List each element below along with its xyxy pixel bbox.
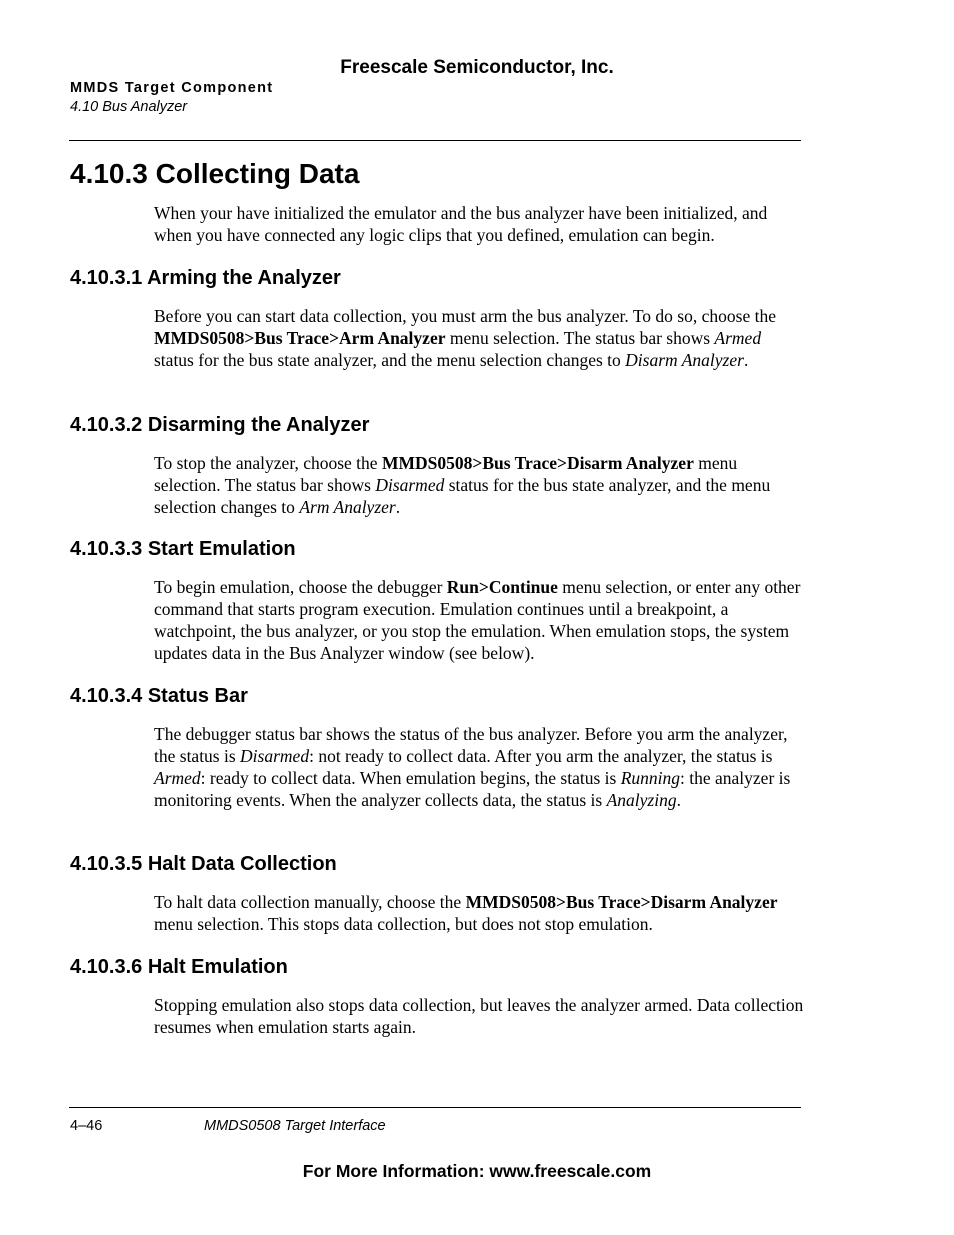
subsection-body-halt-data	[154, 891, 804, 935]
emphasis-text: Disarm Analyzer	[625, 350, 744, 370]
emphasis-text: Disarmed	[240, 746, 310, 766]
section-title: 4.10.3 Collecting Data	[70, 158, 360, 189]
emphasis-text: Running	[620, 768, 681, 788]
body-text: status for the bus state analyzer, and the menu selection changes to	[154, 475, 771, 517]
body-text: : not ready to collect data. After you arm the analyzer, the status is	[309, 746, 773, 766]
body-text: To halt data collection manually, choose the	[154, 892, 466, 912]
body-text: : the analyzer is monitoring events. When the analyzer collects data, the status is	[154, 768, 791, 810]
body-text: menu selection, or enter any other command that starts program execution. Emulation continues until a breakpoint, a watchpoint, the bus analyzer, or you stop the emulation. When emulation stops, the system updates data in the Bus Analyzer window (see below).	[154, 577, 801, 663]
subsection-body-halt-emulation	[154, 994, 804, 1038]
emphasis-text: Analyzing	[606, 790, 677, 810]
body-text: .	[395, 497, 401, 517]
subsection-title-disarming: 4.10.3.2 Disarming the Analyzer	[70, 414, 370, 436]
subsection-title-arming: 4.10.3.1 Arming the Analyzer	[70, 267, 341, 289]
body-text: .	[676, 790, 681, 810]
running-header-title: MMDS Target Component	[70, 80, 274, 96]
menu-path-text: Run>Continue	[446, 577, 558, 597]
emphasis-text: Disarmed	[375, 475, 445, 495]
body-text: Stopping emulation also stops data collection, but leaves the analyzer armed. Data collection resumes when emulation starts again.	[154, 995, 804, 1037]
body-text: menu selection. The status bar shows	[154, 453, 738, 495]
menu-path-text: MMDS0508>Bus Trace>Arm Analyzer	[154, 328, 446, 348]
body-text: The debugger status bar shows the status of the bus analyzer. Before you arm the analyzer, the status is	[154, 724, 788, 766]
body-text: : ready to collect data. When emulation begins, the status is	[200, 768, 621, 788]
menu-path-text: MMDS0508>Bus Trace>Disarm Analyzer	[465, 892, 778, 912]
body-text: Before you can start data collection, you must arm the bus analyzer. To do so, choose the	[154, 306, 776, 326]
subsection-body-disarming	[154, 452, 804, 518]
body-text: To stop the analyzer, choose the	[154, 453, 382, 473]
subsection-body-arming	[154, 305, 804, 371]
emphasis-text: Armed	[154, 768, 201, 788]
body-text: .	[743, 350, 749, 370]
body-text: To begin emulation, choose the debugger	[154, 577, 447, 597]
body-text: status for the bus state analyzer, and the menu selection changes to	[154, 350, 626, 370]
subsection-title-halt-data: 4.10.3.5 Halt Data Collection	[70, 853, 337, 875]
footer-page-number: 4–46	[70, 1118, 103, 1134]
subsection-body-start-emulation	[154, 576, 804, 664]
emphasis-text: Armed	[714, 328, 762, 348]
subsection-title-status-bar: 4.10.3.4 Status Bar	[70, 685, 248, 707]
subsection-title-halt-emulation: 4.10.3.6 Halt Emulation	[70, 956, 288, 978]
section-intro	[154, 202, 804, 246]
top-banner: Freescale Semiconductor, Inc.	[340, 57, 614, 78]
menu-path-text: MMDS0508>Bus Trace>Disarm Analyzer	[381, 453, 694, 473]
subsection-title-start-emulation: 4.10.3.3 Start Emulation	[70, 538, 296, 560]
footer-rule	[69, 1107, 801, 1108]
body-text: When your have initialized the emulator and the bus analyzer have been initialized, and when you have connected any logic clips that you defined, emulation can begin.	[154, 203, 768, 245]
emphasis-text: Arm Analyzer	[299, 497, 396, 517]
header-rule	[69, 140, 801, 141]
subsection-body-status-bar	[154, 723, 804, 811]
running-header-subtitle: 4.10 Bus Analyzer	[70, 99, 188, 115]
body-text: menu selection. This stops data collection, but does not stop emulation.	[154, 914, 653, 934]
body-text: menu selection. The status bar shows	[445, 328, 715, 348]
bottom-banner: For More Information: www.freescale.com	[302, 1161, 652, 1181]
footer-doc-title: MMDS0508 Target Interface	[204, 1118, 386, 1134]
